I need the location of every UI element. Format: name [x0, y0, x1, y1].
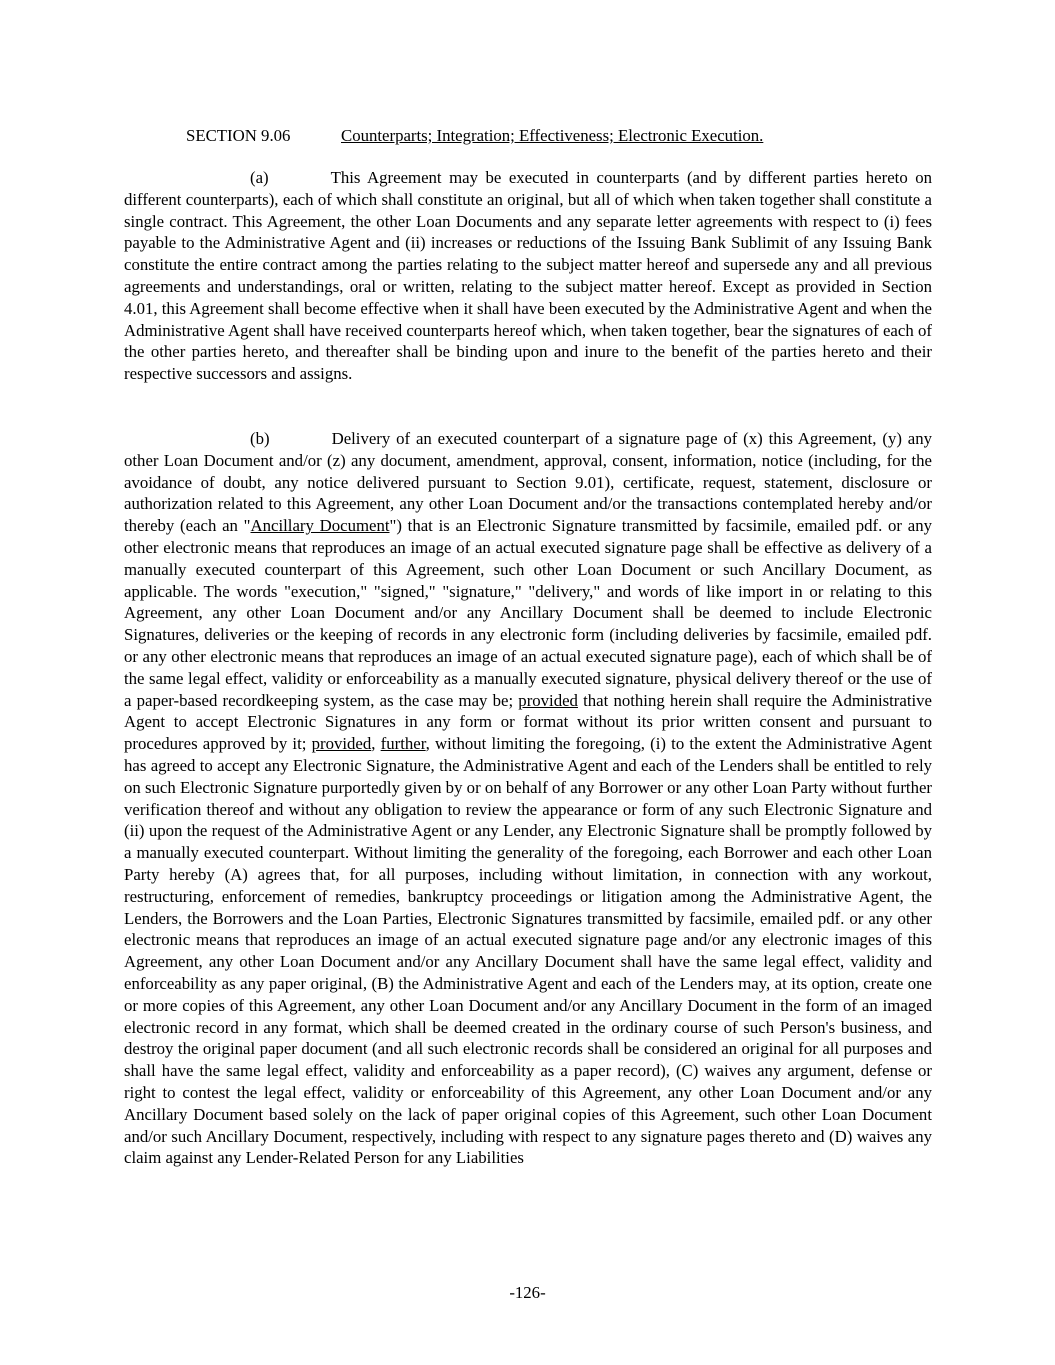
paragraph-a-label: (a): [250, 168, 269, 187]
section-heading: [186, 125, 986, 147]
section-number: SECTION 9.06: [186, 126, 291, 145]
provided-term-2: provided: [311, 734, 372, 754]
ancillary-document-term: Ancillary Document: [250, 516, 390, 536]
section-title: Counterparts; Integration; Effectiveness; Electronic Execution.: [341, 126, 764, 145]
paragraph-b-text-1: Delivery of an executed counterpart of a signature page of (x) this Agreement, (y) any other Loan Document and/or (z) any document, amendment, approval, consent, information, notice (including, for the avoidance of doubt, any notice delivered pursuant to Section 9.01), certificate, request, statement, disclosure or authorization related to this Agreement, any other Loan Document and/or the transactions contemplated hereby and/or thereby (each an ": [124, 429, 932, 536]
paragraph-b-label: (b): [250, 429, 270, 448]
provided-term: provided: [518, 690, 578, 710]
paragraph-b-text-4: , without limiting the foregoing, (i) to the extent the Administrative Agent has agreed to accept any Electronic Signature, the Administrative Agent and each of the Lenders shall be entitled to rely on such Electronic Signature purportedly given by or on behalf of any Borrower or any other Loan Party without further verification thereof and without any obligation to review the appearance or form of any such Electronic Signature and (ii) upon the request of the Administrative Agent or any Lender, any Electronic Signature shall be promptly followed by a manually executed counterpart. Without limiting the generality of the foregoing, each Borrower and each other Loan Party hereby (A) agrees that, for all purposes, including without limitation, in connection with any workout, restructuring, enforcement of remedies, bankruptcy proceedings or litigation among the Administrative Agent, the Lenders, the Borrowers and the Loan Parties, Electronic Signatures transmitted by facsimile, emailed pdf. or any other electronic means that reproduces an image of an actual executed signature page and/or any electronic images of this Agreement, any other Loan Document and/or any Ancillary Document shall have the same legal effect, validity and enforceability as any paper original, (B) the Administrative Agent and each of the Lenders may, at its option, create one or more copies of this Agreement, any other Loan Document and/or any Ancillary Document in the form of an imaged electronic record in any format, which shall be deemed created in the ordinary course of such Person's business, and destroy the original paper document (and all such electronic records shall be considered an original for all purposes and shall have the same legal effect, validity and enforceability as a paper record), (C) waives any argument, defense or right to contest the legal effect, validity or enforceability of this Agreement, any other Loan Document and/or any Ancillary Document based solely on the lack of paper original copies of this Agreement, such other Loan Document and/or such Ancillary Document, respectively, including with respect to any signature pages thereto and (D) waives any claim against any Lender-Related Person for any Liabilities: [124, 734, 933, 1168]
further-term: further: [380, 734, 426, 754]
paragraph-b-text-3: that nothing herein shall require the Administrative Agent to accept Electronic Signatures in any form or format without its prior written consent and pursuant to procedures approved by it;: [124, 690, 933, 754]
paragraph-a: [124, 167, 932, 385]
page-number: -126-: [509, 1283, 546, 1302]
paragraph-a-text: This Agreement may be executed in counterparts (and by different parties hereto on different counterparts), each of which shall constitute an original, but all of which when taken together shall constitute a single contract. This Agreement, the other Loan Documents and any separate letter agreements with respect to (i) fees payable to the Administrative Agent and (ii) increases or reductions of the Issuing Bank Sublimit of any Issuing Bank constitute the entire contract among the parties relating to the subject matter hereof and supersede any and all previous agreements and understandings, oral or written, relating to the subject matter hereof. Except as provided in Section 4.01, this Agreement shall become effective when it shall have been executed by the Administrative Agent and when the Administrative Agent shall have received counterparts hereof which, when taken together, bear the signatures of each of the other parties hereto, and thereafter shall be binding upon and inure to the benefit of the parties hereto and their respective successors and assigns.: [124, 168, 932, 384]
comma-separator: ,: [371, 734, 381, 754]
paragraph-b-text-2: ") that is an Electronic Signature transmitted by facsimile, emailed pdf. or any other electronic means that reproduces an image of an actual executed signature page shall be effective as delivery of a manually executed counterpart of this Agreement, such other Loan Document or such Ancillary Document, as applicable. The words "execution," "signed," "signature," "delivery," and words of like import in or relating to this Agreement, any other Loan Document and/or any Ancillary Document shall be deemed to include Electronic Signatures, deliveries or the keeping of records in any electronic form (including deliveries by facsimile, emailed pdf. or any other electronic means that reproduces an image of an actual executed signature page), each of which shall be of the same legal effect, validity or enforceability as a manually executed signature, physical delivery thereof or the use of a paper-based recordkeeping system, as the case may be;: [124, 516, 932, 710]
paragraph-b: [124, 428, 932, 1169]
